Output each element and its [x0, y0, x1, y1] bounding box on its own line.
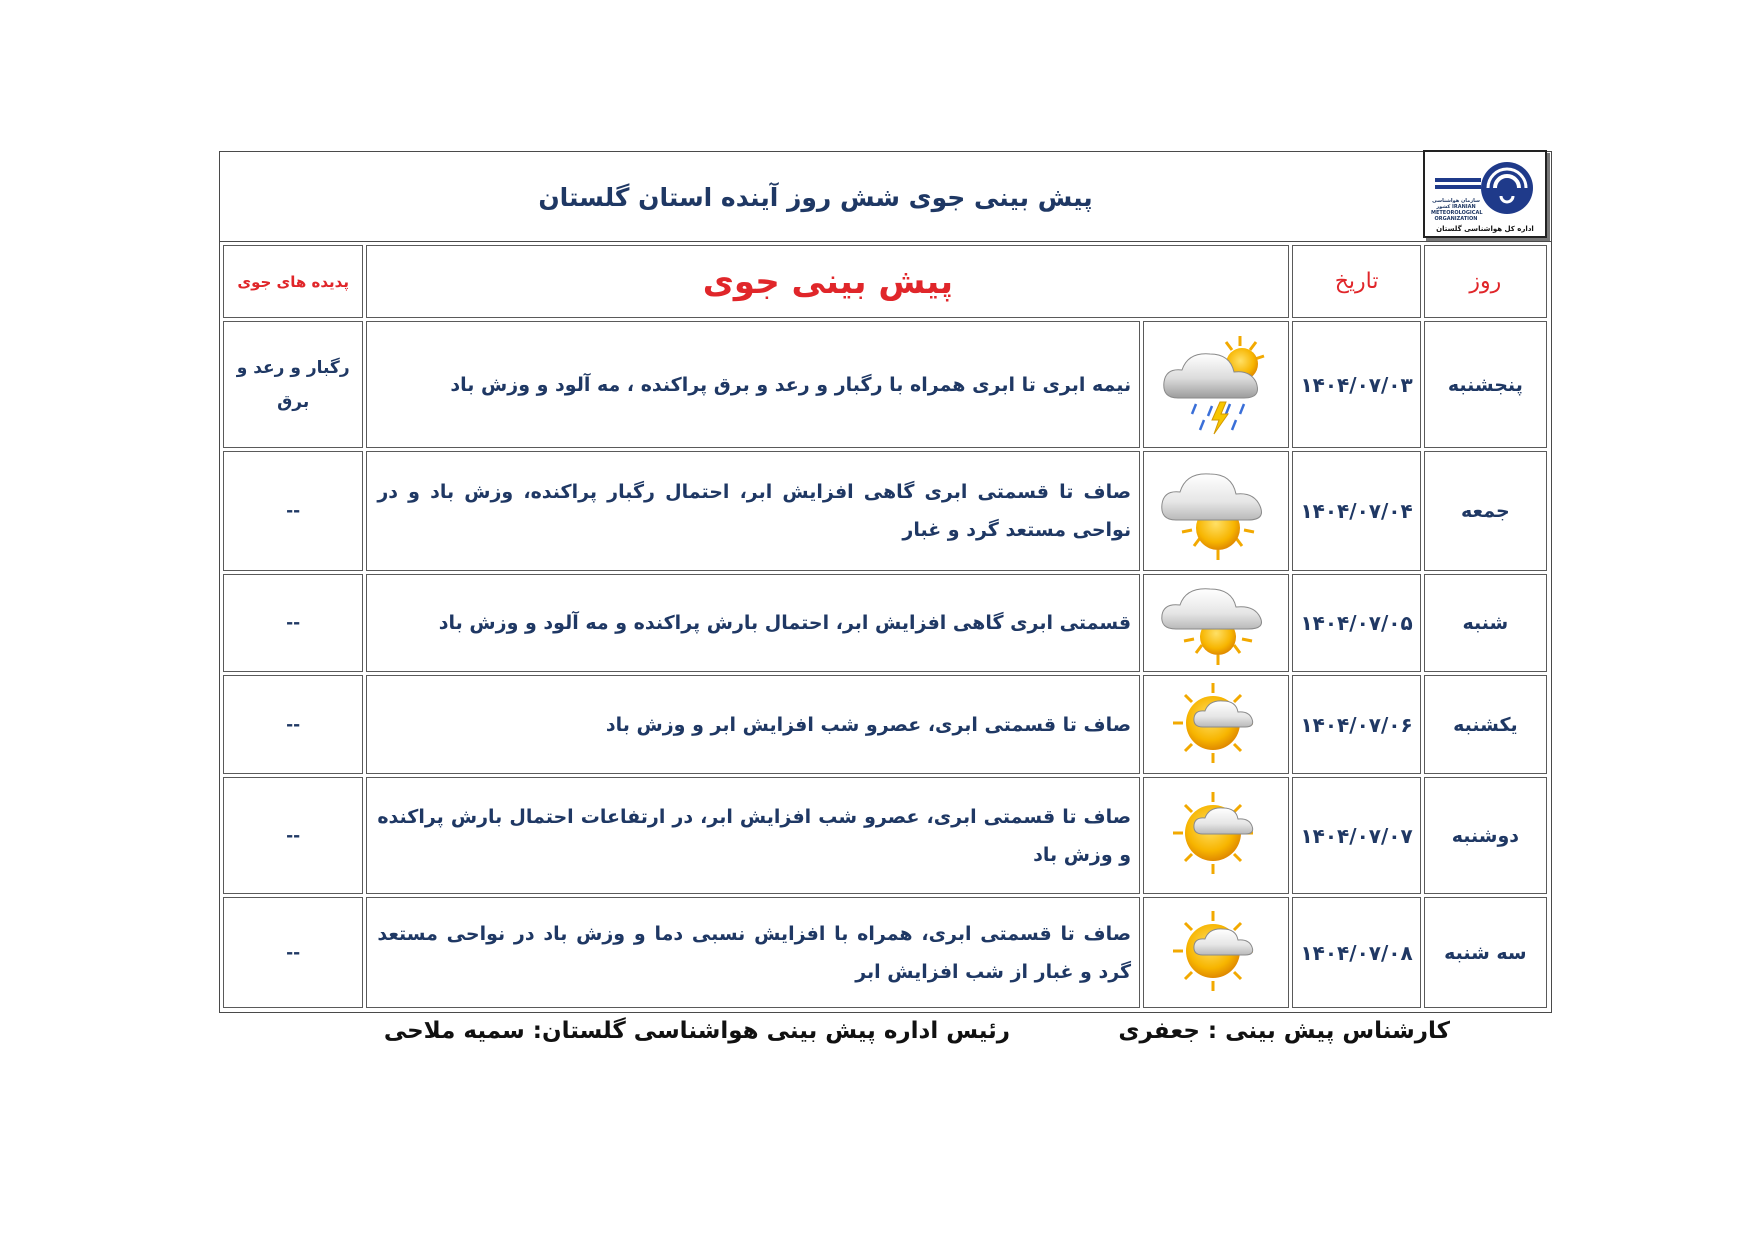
logo-caption: اداره کل هواشناسی گلستان: [1436, 225, 1534, 233]
row-hazard: --: [223, 675, 363, 774]
table-header-row: [223, 245, 1547, 318]
table-row: [223, 777, 1547, 894]
table-row: [223, 675, 1547, 774]
row-description: نیمه ابری تا ابری همراه با رگبار و رعد و برق پراکنده ، مه آلود و وزش باد: [366, 321, 1140, 448]
column-header-forecast: پیش بینی جوی: [366, 245, 1289, 318]
row-hazard: --: [223, 897, 363, 1008]
row-description: صاف تا قسمتی ابری، عصرو شب افزایش ابر، در ارتفاعات احتمال بارش پراکنده و وزش باد: [366, 777, 1140, 894]
sun-small-cloud-icon: [1161, 784, 1271, 884]
row-hazard: --: [223, 777, 363, 894]
row-hazard: --: [223, 451, 363, 571]
meteorological-logo: [1423, 150, 1547, 238]
row-weather-icon-cell: [1143, 321, 1289, 448]
row-weather-icon-cell: [1143, 897, 1289, 1008]
row-day: سه شنبه: [1424, 897, 1547, 1008]
column-header-date: تاریخ: [1292, 245, 1420, 318]
partly-cloudy-thunderstorm-icon: [1156, 328, 1276, 438]
row-day: شنبه: [1424, 574, 1547, 672]
row-weather-icon-cell: [1143, 574, 1289, 672]
column-header-day: روز: [1424, 245, 1547, 318]
row-day: پنجشنبه: [1424, 321, 1547, 448]
row-description: صاف تا قسمتی ابری گاهی افزایش ابر، احتمال رگبار پراکنده، وزش باد و در نواحی مستعد گرد و غبار: [366, 451, 1140, 571]
row-day: دوشنبه: [1424, 777, 1547, 894]
cloud-over-sun-icon: [1156, 575, 1276, 667]
row-date: ۱۴۰۴/۰۷/۰۳: [1292, 321, 1420, 448]
row-date: ۱۴۰۴/۰۷/۰۶: [1292, 675, 1420, 774]
column-header-hazards: پدیده های جوی: [223, 245, 363, 318]
row-date: ۱۴۰۴/۰۷/۰۴: [1292, 451, 1420, 571]
forecast-frame: [219, 151, 1552, 1013]
row-hazard: --: [223, 574, 363, 672]
sun-small-cloud-icon: [1161, 677, 1271, 769]
title-row: [220, 152, 1551, 242]
table-row: [223, 574, 1547, 672]
cloud-over-sun-icon: [1156, 454, 1276, 564]
row-weather-icon-cell: [1143, 675, 1289, 774]
row-description: صاف تا قسمتی ابری، همراه با افزایش نسبی دما و وزش باد در نواحی مستعد گرد و غبار از شب افزایش ابر: [366, 897, 1140, 1008]
page-title: پیش بینی جوی شش روز آینده استان گلستان: [538, 182, 1093, 212]
sun-small-cloud-icon: [1161, 903, 1271, 999]
row-date: ۱۴۰۴/۰۷/۰۵: [1292, 574, 1420, 672]
row-date: ۱۴۰۴/۰۷/۰۸: [1292, 897, 1420, 1008]
table-row: [223, 451, 1547, 571]
row-description: قسمتی ابری گاهی افزایش ابر، احتمال بارش پراکنده و مه آلود و وزش باد: [366, 574, 1140, 672]
row-weather-icon-cell: [1143, 777, 1289, 894]
row-weather-icon-cell: [1143, 451, 1289, 571]
row-description: صاف تا قسمتی ابری، عصرو شب افزایش ابر و وزش باد: [366, 675, 1140, 774]
forecast-table: [220, 242, 1550, 1011]
row-date: ۱۴۰۴/۰۷/۰۷: [1292, 777, 1420, 894]
forecaster-signature: کارشناس پیش بینی : جعفری: [1118, 1018, 1450, 1044]
table-row: [223, 897, 1547, 1008]
table-row: [223, 321, 1547, 448]
logo-org-name: سازمان هواشناسی کشور IRANIAN METEOROLOGICAL ORGANIZATION: [1431, 198, 1483, 222]
row-day: یکشنبه: [1424, 675, 1547, 774]
row-day: جمعه: [1424, 451, 1547, 571]
department-head-signature: رئیس اداره پیش بینی هواشناسی گلستان: سمیه ملاحی: [383, 1018, 1010, 1044]
row-hazard: رگبار و رعد و برق: [223, 321, 363, 448]
